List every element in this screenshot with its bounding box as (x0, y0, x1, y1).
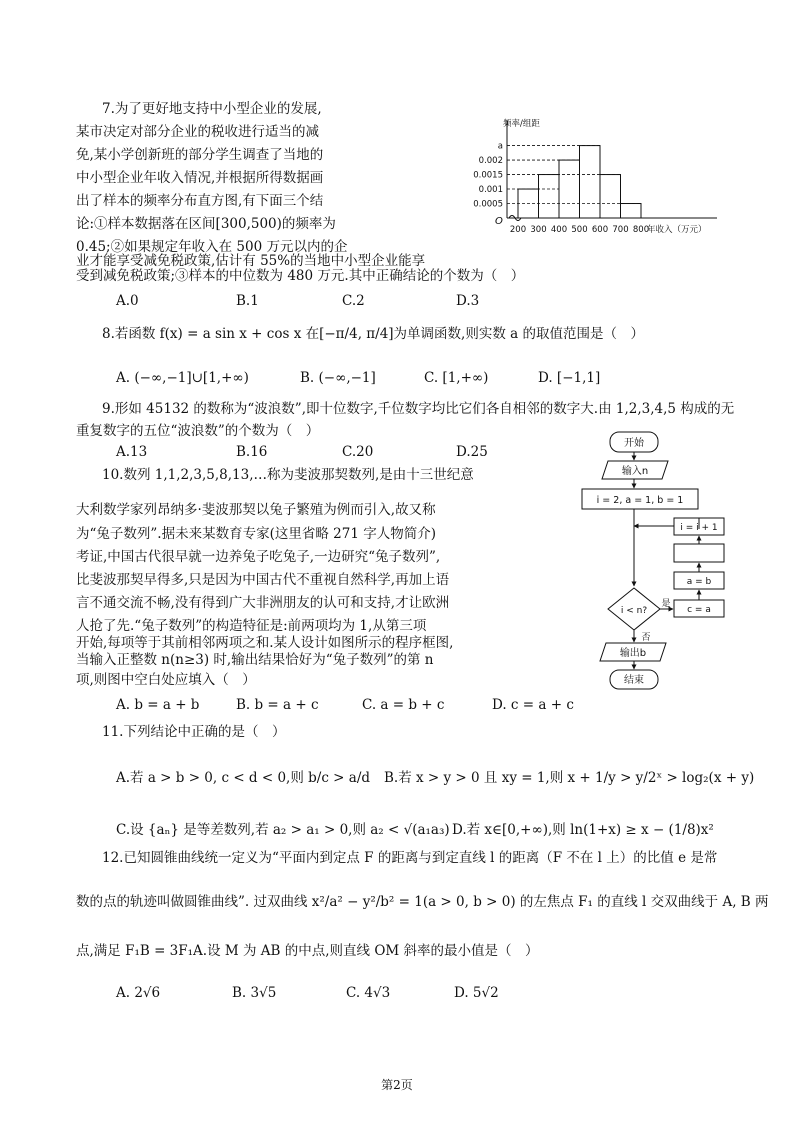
q9-line-2: 重复数字的五位“波浪数”的个数为（ ） (76, 423, 320, 439)
y-axis-label: 频率/组距 (503, 119, 540, 129)
q9-option-c[interactable]: C.20 (342, 444, 374, 460)
q10-line-9: 当输入正整数 n(n≥3) 时,输出结果恰好为“兔子数列”的第 n (76, 652, 434, 668)
histogram-bar (580, 146, 601, 218)
q10-line-1: 10.数列 1,1,2,3,5,8,13,…称为斐波那契数列,是由十三世纪意 (102, 467, 474, 483)
q12-line-1: 12.已知圆锥曲线统一定义为“平面内到定点 F 的距离与到定直线 l 的距离（F 不在 l 上）的比值 e 是常 (102, 850, 718, 866)
q11-stem: 11.下列结论中正确的是（ ） (102, 724, 286, 740)
flow-blank-box (674, 544, 724, 562)
flow-increment-label: i = i + 1 (680, 523, 718, 533)
q8-option-a[interactable]: A. (−∞,−1]∪[1,+∞) (116, 370, 249, 386)
q10-line-10: 项,则图中空白处应填入（ ） (76, 672, 256, 688)
histogram-bar (539, 175, 560, 218)
origin-label: O (495, 216, 503, 227)
q11-option-c[interactable]: C.设 {aₙ} 是等差数列,若 a₂ > a₁ > 0,则 a₂ < √(a₁a₃) (116, 822, 450, 838)
q8-option-c[interactable]: C. [1,+∞) (424, 370, 489, 386)
q9-option-a[interactable]: A.13 (116, 444, 148, 460)
y-tick-label: 0.0005 (473, 199, 503, 210)
q7-option-c[interactable]: C.2 (342, 293, 365, 309)
q7-line-1: 7.为了更好地支持中小型企业的发展, (102, 101, 322, 117)
q10-line-8: 开始,每项等于其前相邻两项之和.某人设计如图所示的程序框图, (76, 635, 454, 651)
x-tick-label: 500 (571, 225, 588, 235)
q7-line-8: 业才能享受减免税政策,估计有 55%的当地中小型企业能享 (76, 253, 426, 269)
histogram-bar (559, 160, 580, 218)
q10-line-7: 人抢了先.“兔子数列”的构造特征是:前两项均为 1,从第三项 (76, 618, 427, 634)
x-tick-label: 300 (530, 225, 547, 235)
q11-option-b[interactable]: B.若 x > y > 0 且 xy = 1,则 x + 1/y > y/2ˣ > log₂(x + y) (384, 770, 755, 786)
y-tick-label: 0.0015 (473, 170, 503, 181)
x-tick-label: 600 (591, 225, 609, 235)
q7-line-9: 受到减免税政策;③样本的中位数为 480 万元.其中正确结论的个数为（ ） (76, 268, 525, 284)
q11-option-a[interactable]: A.若 a > b > 0, c < d < 0,则 b/c > a/d (116, 770, 371, 786)
x-axis-label: 年收入（万元） (647, 225, 707, 235)
q7-line-7: 0.45;②如果规定年收入在 500 万元以内的企 (76, 239, 348, 255)
flow-no-label: 否 (641, 633, 651, 643)
page-number: 第2页 (381, 1078, 413, 1092)
x-tick-label: 200 (509, 225, 527, 235)
q7-option-a[interactable]: A.0 (116, 293, 139, 309)
flow-yes-label: 是 (661, 599, 671, 609)
q12-option-d[interactable]: D. 5√2 (454, 985, 499, 1001)
flow-start-label: 开始 (624, 438, 644, 449)
q12-option-a[interactable]: A. 2√6 (116, 985, 161, 1001)
q8-option-b[interactable]: B. (−∞,−1] (300, 370, 376, 386)
x-tick-label: 700 (612, 225, 629, 235)
q12-option-c[interactable]: C. 4√3 (346, 985, 391, 1001)
q9-option-b[interactable]: B.16 (236, 444, 268, 460)
y-tick-label: 0.002 (478, 156, 503, 167)
histogram-bar (600, 175, 621, 218)
flow-assign-ab-label: a = b (686, 577, 712, 587)
q8-stem: 8.若函数 f(x) = a sin x + cos x 在[−π/4, π/4]为单调函数,则实数 a 的取值范围是（ ） (102, 326, 644, 342)
q7-line-2: 某市决定对部分企业的税收进行适当的减 (76, 124, 319, 140)
histogram-bar (621, 204, 642, 218)
q7-option-d[interactable]: D.3 (456, 293, 480, 309)
q9-line-1: 9.形如 45132 的数称为“波浪数”,即十位数字,千位数字均比它们各自相邻的数字大.由 1,2,3,4,5 构成的无 (102, 401, 735, 417)
q7-line-6: 论:①样本数据落在区间[300,500)的频率为 (76, 216, 336, 232)
y-tick-label: a (497, 141, 503, 152)
q10-line-5: 比斐波那契早得多,只是因为中国古代不重视自然科学,再加上语 (76, 572, 450, 588)
q12-line-2: 数的点的轨迹叫做圆锥曲线”. 过双曲线 x²/a² − y²/b² = 1(a > 0, b > 0) 的左焦点 F₁ 的直线 l 交双曲线于 A, B 两 (76, 894, 769, 910)
q11-option-d[interactable]: D.若 x∈[0,+∞),则 ln(1+x) ≥ x − (1/8)x² (452, 822, 714, 838)
x-tick-label: 400 (550, 225, 568, 235)
flow-init-label: i = 2, a = 1, b = 1 (596, 495, 684, 506)
x-tick-label: 800 (632, 225, 650, 235)
q9-option-d[interactable]: D.25 (456, 444, 488, 460)
q10-option-b[interactable]: B. b = a + c (236, 697, 319, 713)
q10-line-2: 大利数学家列昂纳多·斐波那契以兔子繁殖为例而引入,故又称 (76, 502, 436, 518)
flow-end-label: 结束 (624, 675, 644, 686)
q10-option-a[interactable]: A. b = a + b (116, 697, 200, 713)
flow-input-label: 输入n (621, 466, 649, 477)
q10-option-c[interactable]: C. a = b + c (362, 697, 445, 713)
frequency-histogram (455, 112, 730, 237)
flow-condition-label: i < n? (620, 606, 648, 616)
flow-output-label: 输出b (619, 648, 647, 659)
q7-line-4: 中小型企业年收入情况,并根据所得数据画 (76, 170, 324, 186)
program-flowchart (574, 428, 734, 692)
q10-line-4: 考证,中国古代很早就一边养兔子吃兔子,一边研究“兔子数列”, (76, 549, 441, 565)
q7-option-b[interactable]: B.1 (236, 293, 259, 309)
q12-line-3: 点,满足 F₁B = 3F₁A.设 M 为 AB 的中点,则直线 OM 斜率的最小值是（ ） (76, 943, 539, 959)
q7-line-3: 免,某小学创新班的部分学生调查了当地的 (76, 147, 324, 163)
q10-option-d[interactable]: D. c = a + c (492, 697, 574, 713)
q10-line-3: 为“兔子数列”.据未来某数育专家(这里省略 271 字人物简介) (76, 526, 436, 542)
q12-option-b[interactable]: B. 3√5 (232, 985, 277, 1001)
q8-option-d[interactable]: D. [−1,1] (538, 370, 601, 386)
q7-line-5: 出了样本的频率分布直方图,有下面三个结 (76, 193, 324, 209)
q10-line-6: 言不通交流不畅,没有得到广大非洲朋友的认可和支持,才让欧洲 (76, 595, 450, 611)
flow-assign-ca-label: c = a (687, 605, 711, 615)
y-tick-label: 0.001 (478, 185, 503, 196)
